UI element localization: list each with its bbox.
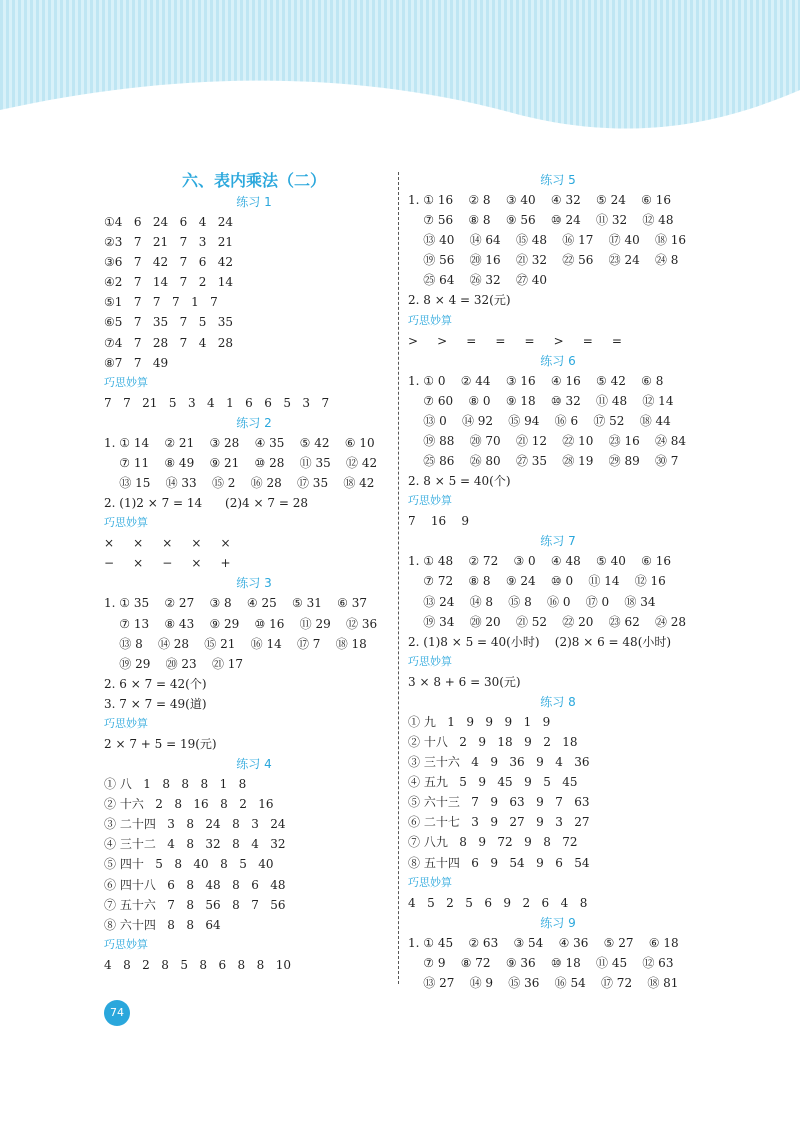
answer-line: 2. (1)8 × 5 = 40(小时) (2)8 × 6 = 48(小时)	[408, 634, 672, 649]
answer-line: ⑧ 五十四 6 9 54 9 6 54	[408, 855, 590, 870]
section-title: 练习 6	[540, 353, 576, 368]
answer-line: ⑥5 7 35 7 5 35	[104, 315, 234, 330]
answer-line: ④ 三十二 4 8 32 8 4 32	[104, 837, 286, 852]
answer-line: ⑬ 0 ⑭ 92 ⑮ 94 ⑯ 6 ⑰ 52 ⑱ 44	[408, 413, 671, 428]
left-column	[104, 170, 404, 975]
bonus-label: 巧思妙算	[104, 716, 148, 730]
answer-line: ⑦ 八九 8 9 72 9 8 72	[408, 835, 578, 850]
answer-line: ⑲ 56 ⑳ 16 ㉑ 32 ㉒ 56 ㉓ 24 ㉔ 8	[408, 253, 679, 268]
answer-line: ⑦ 9 ⑧ 72 ⑨ 36 ⑩ 18 ⑪ 45 ⑫ 63	[408, 955, 674, 970]
bonus-label: 巧思妙算	[104, 375, 148, 389]
answer-line: ⑥ 四十八 6 8 48 8 6 48	[104, 877, 286, 892]
answer-line: 4 8 2 8 5 8 6 8 8 10	[104, 957, 291, 972]
answer-line: ⑦ 72 ⑧ 8 ⑨ 24 ⑩ 0 ⑪ 14 ⑫ 16	[408, 574, 666, 589]
answer-line: 3 × 8 + 6 = 30(元)	[408, 674, 521, 689]
header-wave	[0, 60, 800, 150]
answer-line: ㉕ 64 ㉖ 32 ㉗ 40	[408, 273, 548, 288]
section-title: 练习 3	[236, 576, 272, 591]
answer-line: 1. ① 45 ② 63 ③ 54 ④ 36 ⑤ 27 ⑥ 18	[408, 935, 679, 950]
answer-line: ⑬ 15 ⑭ 33 ⑮ 2 ⑯ 28 ⑰ 35 ⑱ 42	[104, 476, 375, 491]
answer-line: ④ 五九 5 9 45 9 5 45	[408, 775, 578, 790]
bonus-label: 巧思妙算	[408, 494, 452, 508]
answer-line: 1. ① 35 ② 27 ③ 8 ④ 25 ⑤ 31 ⑥ 37	[104, 596, 367, 611]
answer-line: ① 八 1 8 8 8 1 8	[104, 777, 247, 792]
answer-line: ⑤ 四十 5 8 40 8 5 40	[104, 857, 274, 872]
answer-line: 2. (1)2 × 7 = 14 (2)4 × 7 = 28	[104, 496, 308, 511]
section-title: 练习 9	[540, 915, 576, 930]
bonus-label: 巧思妙算	[408, 875, 452, 889]
right-answers	[408, 170, 708, 993]
answer-line: 1. ① 16 ② 8 ③ 40 ④ 32 ⑤ 24 ⑥ 16	[408, 193, 671, 207]
answer-line: ⑦ 60 ⑧ 0 ⑨ 18 ⑩ 32 ⑪ 48 ⑫ 14	[408, 393, 674, 408]
answer-line: 7 7 21 5 3 4 1 6 6 5 3 7	[104, 395, 330, 410]
answer-line: ② 十六 2 8 16 8 2 16	[104, 797, 274, 812]
section-title: 练习 2	[236, 415, 272, 430]
answer-line: ⑤1 7 7 7 1 7	[104, 295, 218, 310]
answer-line: ⑬ 40 ⑭ 64 ⑮ 48 ⑯ 17 ⑰ 40 ⑱ 16	[408, 233, 687, 248]
answer-line: ③6 7 42 7 6 42	[104, 255, 234, 270]
answer-line: 1. ① 0 ② 44 ③ 16 ④ 16 ⑤ 42 ⑥ 8	[408, 373, 664, 388]
answer-line: ⑦4 7 28 7 4 28	[104, 335, 234, 350]
answer-line: ⑥ 二十七 3 9 27 9 3 27	[408, 815, 590, 830]
answer-line: − × − × +	[104, 556, 231, 571]
answer-line: ③ 三十六 4 9 36 9 4 36	[408, 755, 590, 770]
answer-line: > > = = = > = =	[408, 333, 622, 348]
bonus-label: 巧思妙算	[408, 313, 452, 327]
bonus-label: 巧思妙算	[104, 937, 148, 951]
answer-line: ⑲ 88 ⑳ 70 ㉑ 12 ㉒ 10 ㉓ 16 ㉔ 84	[408, 433, 687, 448]
answer-line: ③ 二十四 3 8 24 8 3 24	[104, 817, 286, 832]
answer-line: ⑲ 29 ⑳ 23 ㉑ 17	[104, 656, 244, 671]
answer-line: 2. 6 × 7 = 42(个)	[104, 676, 207, 691]
bonus-label: 巧思妙算	[104, 516, 148, 530]
section-title: 练习 4	[236, 757, 272, 772]
answer-line: ⑦ 五十六 7 8 56 8 7 56	[104, 897, 286, 912]
answer-line: 1. ① 48 ② 72 ③ 0 ④ 48 ⑤ 40 ⑥ 16	[408, 554, 671, 569]
answer-line: 2. 8 × 5 = 40(个)	[408, 474, 511, 489]
answer-line: ⑦ 56 ⑧ 8 ⑨ 56 ⑩ 24 ⑪ 32 ⑫ 48	[408, 213, 674, 228]
answer-line: 4 5 2 5 6 9 2 6 4 8	[408, 895, 588, 910]
chapter-title: 六、表内乘法（二）	[181, 171, 326, 190]
answer-line: ⑧7 7 49	[104, 355, 169, 370]
answer-line: ⑦ 13 ⑧ 43 ⑨ 29 ⑩ 16 ⑪ 29 ⑫ 36	[104, 616, 378, 631]
answer-line: 7 16 9	[408, 514, 470, 529]
answer-line: ① 九 1 9 9 9 1 9	[408, 714, 551, 729]
right-column	[408, 170, 708, 993]
answer-line: ⑧ 六十四 8 8 64	[104, 917, 221, 932]
answer-line: ② 十八 2 9 18 9 2 18	[408, 734, 578, 749]
answer-line: ⑬ 27 ⑭ 9 ⑮ 36 ⑯ 54 ⑰ 72 ⑱ 81	[408, 975, 679, 990]
answer-line: 1. ① 14 ② 21 ③ 28 ④ 35 ⑤ 42 ⑥ 10	[104, 435, 375, 450]
left-answers	[104, 192, 404, 975]
answer-line: ⑲ 34 ⑳ 20 ㉑ 52 ㉒ 20 ㉓ 62 ㉔ 28	[408, 614, 687, 629]
bonus-label: 巧思妙算	[408, 654, 452, 668]
section-title: 练习 5	[540, 173, 576, 187]
answer-line: ⑦ 11 ⑧ 49 ⑨ 21 ⑩ 28 ⑪ 35 ⑫ 42	[104, 455, 378, 470]
answer-line: × × × × ×	[104, 536, 231, 551]
answer-line: ①4 6 24 6 4 24	[104, 215, 234, 229]
answer-line: ⑬ 8 ⑭ 28 ⑮ 21 ⑯ 14 ⑰ 7 ⑱ 18	[104, 636, 367, 651]
answer-line: ②3 7 21 7 3 21	[104, 235, 234, 250]
answer-line: ㉕ 86 ㉖ 80 ㉗ 35 ㉘ 19 ㉙ 89 ㉚ 7	[408, 454, 679, 469]
answer-line: 3. 7 × 7 = 49(道)	[104, 696, 207, 711]
answer-line: ⑤ 六十三 7 9 63 9 7 63	[408, 795, 590, 810]
answer-line: 2 × 7 + 5 = 19(元)	[104, 736, 217, 751]
answer-line: 2. 8 × 4 = 32(元)	[408, 293, 511, 308]
section-title: 练习 8	[540, 694, 576, 709]
answer-line: ⑬ 24 ⑭ 8 ⑮ 8 ⑯ 0 ⑰ 0 ⑱ 34	[408, 594, 656, 609]
section-title: 练习 7	[540, 534, 576, 549]
page-number-badge: 74	[104, 1000, 130, 1026]
answer-line: ④2 7 14 7 2 14	[104, 275, 234, 290]
section-title: 练习 1	[236, 195, 272, 209]
